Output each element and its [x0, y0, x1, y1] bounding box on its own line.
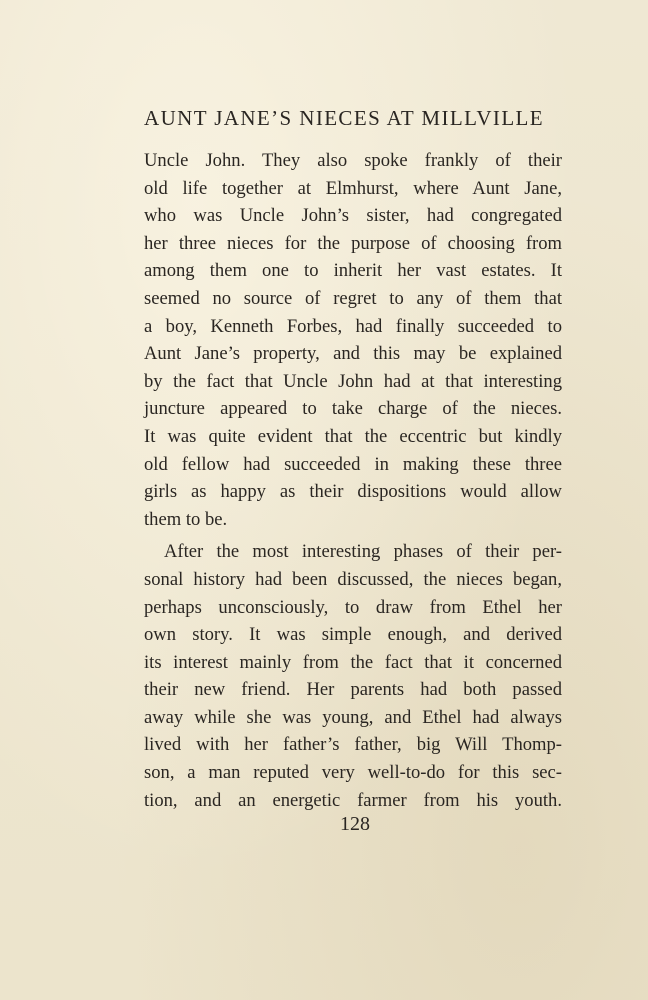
text-line: lived with her father’s father, big Will Thomp-: [144, 734, 562, 756]
text-line: seemed no source of regret to any of them that: [144, 287, 562, 309]
text-line: her three nieces for the purpose of choosing from: [144, 232, 562, 254]
text-line: its interest mainly from the fact that it concerned: [144, 651, 562, 673]
running-head: AUNT JANE’S NIECES AT MILLVILLE: [144, 106, 545, 130]
text-line: juncture appeared to take charge of the nieces.: [144, 398, 562, 420]
text-line: among them one to inherit her vast estates. It: [144, 260, 562, 282]
text-line: Aunt Jane’s property, and this may be explained: [144, 343, 562, 365]
text-line: girls as happy as their dispositions would allow: [144, 481, 562, 503]
text-line: who was Uncle John’s sister, had congregated: [144, 205, 562, 227]
page-number: 128: [340, 813, 370, 835]
text-line: tion, and an energetic farmer from his youth.: [144, 789, 562, 811]
text-line: It was quite evident that the eccentric but kindly: [144, 425, 562, 447]
paragraph-2: [144, 538, 562, 814]
text-line: son, a man reputed very well-to-do for this sec-: [144, 762, 562, 784]
body-text: [144, 147, 562, 814]
paragraph-1: [144, 147, 562, 533]
text-line: Uncle John. They also spoke frankly of their: [144, 150, 562, 171]
text-line: own story. It was simple enough, and derived: [144, 624, 562, 646]
text-line: away while she was young, and Ethel had always: [144, 706, 562, 728]
text-line: perhaps unconsciously, to draw from Ethel her: [144, 596, 562, 618]
text-line: a boy, Kenneth Forbes, had finally succeeded to: [144, 315, 562, 337]
text-line: After the most interesting phases of their per-: [164, 541, 562, 563]
text-line: old life together at Elmhurst, where Aunt Jane,: [144, 177, 562, 199]
text-line: by the fact that Uncle John had at that interesting: [144, 370, 562, 392]
text-line: old fellow had succeeded in making these three: [144, 453, 562, 475]
text-line: sonal history had been discussed, the nieces began,: [144, 568, 562, 590]
text-line: them to be.: [144, 508, 228, 530]
text-line: their new friend. Her parents had both passed: [144, 679, 562, 701]
